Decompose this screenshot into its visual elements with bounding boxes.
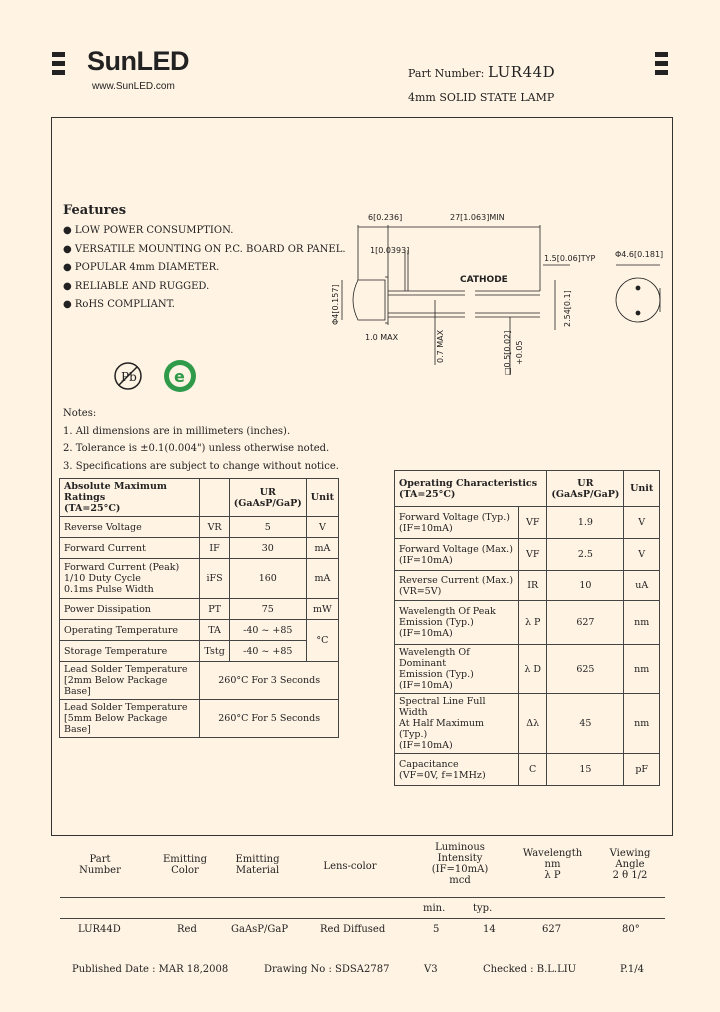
val: 45	[547, 694, 624, 754]
param: Wavelength Of Peak Emission (Typ.) (IF=10mA)	[395, 601, 519, 645]
col-material-header: Emitting Material	[235, 854, 280, 876]
published-date: Published Date : MAR 18,2008	[72, 964, 229, 975]
dim-0-7: 0.7 MAX	[436, 329, 445, 363]
col-part-header: Part Number	[79, 854, 121, 876]
led-drawing	[330, 205, 670, 390]
dim-0-05: +0.05	[515, 340, 524, 365]
dim-0-5: □0.5[0.02]	[503, 330, 512, 375]
op-char-table	[394, 470, 660, 786]
dim-4: Φ4[0.157]	[331, 284, 340, 325]
dim-1-5: 1.5[0.06]TYP	[544, 254, 596, 263]
feature-item: ● RoHS COMPLIANT.	[63, 299, 175, 310]
val: 160	[229, 559, 306, 599]
param: Lead Solder Temperature [2mm Below Package Base]	[60, 662, 200, 700]
pb-text: Pb	[121, 370, 137, 384]
param: Spectral Line Full Width At Half Maximum (Typ.) (IF=10mA)	[395, 694, 519, 754]
header-bar	[655, 70, 668, 75]
unit: mA	[306, 538, 338, 559]
unit: V	[624, 507, 660, 539]
ur-header	[547, 471, 624, 507]
row-lens: Red Diffused	[320, 924, 386, 935]
val: 1.9	[547, 507, 624, 539]
logo-bar	[52, 52, 65, 57]
op-char-title-1: Operating Characteristics	[399, 477, 538, 489]
val: 15	[547, 754, 624, 786]
val: 625	[547, 645, 624, 694]
dim-4-6: Φ4.6[0.181]	[615, 250, 664, 259]
val: 260°C For 5 Seconds	[200, 700, 339, 738]
abs-max-table	[59, 478, 339, 738]
unit: °C	[306, 620, 338, 662]
row-part: LUR44D	[78, 924, 121, 935]
checked-by: Checked : B.L.LIU	[483, 964, 577, 975]
dim-2-54: 2.54[0.1]	[563, 290, 572, 327]
param: Forward Current (Peak) 1/10 Duty Cycle 0.1ms Pulse Width	[60, 559, 200, 599]
features-list	[63, 225, 346, 318]
row-angle: 80°	[622, 924, 640, 935]
feature-item: ● POPULAR 4mm DIAMETER.	[63, 262, 220, 273]
val: -40 ~ +85	[229, 641, 306, 662]
sym: IF	[200, 538, 229, 559]
unit: pF	[624, 754, 660, 786]
val: -40 ~ +85	[229, 620, 306, 641]
sym: VF	[519, 507, 547, 539]
drawing-number: Drawing No : SDSA2787	[264, 964, 390, 975]
rule	[60, 897, 665, 898]
val: 10	[547, 571, 624, 601]
col-angle-header: Viewing Angle 2 θ 1/2	[609, 848, 651, 881]
col-typ-header: typ.	[473, 903, 493, 914]
cathode-label: CATHODE	[460, 275, 508, 285]
dim-27: 27[1.063]MIN	[450, 213, 505, 222]
abs-max-title-2: (TA=25°C)	[64, 503, 121, 514]
param: Storage Temperature	[60, 641, 200, 662]
feature-item: ● RELIABLE AND RUGGED.	[63, 280, 210, 292]
feature-item: ● LOW POWER CONSUMPTION.	[63, 225, 234, 236]
param: Forward Current	[60, 538, 200, 559]
row-wave: 627	[542, 924, 562, 935]
logo: SunLED	[87, 46, 189, 76]
unit: nm	[624, 601, 660, 645]
logo-bar	[52, 70, 65, 75]
row-min: 5	[433, 924, 440, 935]
sym: C	[519, 754, 547, 786]
col-lens-header: Lens-color	[323, 861, 377, 872]
sym: PT	[200, 599, 229, 620]
unit: V	[306, 517, 338, 538]
part-number-label: Part Number:	[408, 67, 485, 80]
param: Lead Solder Temperature [5mm Below Package Base]	[60, 700, 200, 738]
header-bar	[655, 52, 668, 57]
row-material: GaAsP/GaP	[231, 924, 289, 935]
dim-1: 1[0.0393]	[370, 246, 410, 255]
sym: VF	[519, 539, 547, 571]
sym: TA	[200, 620, 229, 641]
col-color-header: Emitting Color	[162, 854, 208, 876]
note-item: 1. All dimensions are in millimeters (inches).	[63, 425, 291, 437]
col-wave-header: Wavelength nm λ P	[522, 848, 583, 881]
unit-header: Unit	[624, 471, 660, 507]
dim-6: 6[0.236]	[368, 213, 403, 222]
val: 75	[229, 599, 306, 620]
sym: λ D	[519, 645, 547, 694]
version: V3	[424, 964, 438, 975]
col-lum-header: Luminous Intensity (IF=10mA) mcd	[431, 842, 489, 886]
notes-title: Notes:	[63, 408, 97, 419]
abs-max-title	[60, 479, 200, 517]
rule	[60, 918, 665, 919]
param: Operating Temperature	[60, 620, 200, 641]
row-typ: 14	[483, 924, 496, 935]
dim-1-0: 1.0 MAX	[365, 333, 399, 342]
note-item: 3. Specifications are subject to change without notice.	[63, 460, 339, 472]
header-bar	[655, 61, 668, 66]
unit: nm	[624, 694, 660, 754]
e-text: e	[174, 367, 185, 386]
param: Wavelength Of Dominant Emission (Typ.) (IF=10mA)	[395, 645, 519, 694]
sym: IR	[519, 571, 547, 601]
unit: V	[624, 539, 660, 571]
op-char-title-2: (TA=25°C)	[399, 488, 456, 500]
row-color: Red	[177, 924, 197, 935]
subtitle: 4mm SOLID STATE LAMP	[408, 91, 555, 104]
param: Forward Voltage (Typ.) (IF=10mA)	[395, 507, 519, 539]
product-table	[60, 842, 670, 942]
op-char-title	[395, 471, 547, 507]
part-number: LUR44D	[488, 63, 556, 81]
ur-header-2: (GaAsP/GaP)	[551, 488, 620, 500]
sym: iFS	[200, 559, 229, 599]
unit: mA	[306, 559, 338, 599]
param: Reverse Voltage	[60, 517, 200, 538]
ur-header-1: UR	[577, 477, 594, 489]
col-min-header: min.	[423, 903, 446, 914]
unit: mW	[306, 599, 338, 620]
notes	[63, 408, 339, 478]
abs-max-title-1: Absolute Maximum Ratings	[64, 481, 167, 503]
val: 627	[547, 601, 624, 645]
sym: Tstg	[200, 641, 229, 662]
logo-bar	[52, 61, 65, 66]
param: Power Dissipation	[60, 599, 200, 620]
param: Capacitance (VF=0V, f=1MHz)	[395, 754, 519, 786]
val: 260°C For 3 Seconds	[200, 662, 339, 700]
note-item: 2. Tolerance is ±0.1(0.004") unless otherwise noted.	[63, 443, 330, 454]
val: 5	[229, 517, 306, 538]
feature-item: ● VERSATILE MOUNTING ON P.C. BOARD OR PANEL.	[63, 243, 346, 255]
sym: λ P	[519, 601, 547, 645]
rohs-e-icon	[162, 358, 198, 394]
sym: VR	[200, 517, 229, 538]
page-number: P.1/4	[620, 964, 644, 975]
sym-header	[200, 479, 229, 517]
ur-header-1: UR	[259, 486, 276, 498]
ur-header	[229, 479, 306, 517]
param: Forward Voltage (Max.) (IF=10mA)	[395, 539, 519, 571]
unit-header: Unit	[306, 479, 338, 517]
unit: uA	[624, 571, 660, 601]
unit: nm	[624, 645, 660, 694]
val: 30	[229, 538, 306, 559]
val: 2.5	[547, 539, 624, 571]
features-title: Features	[63, 203, 127, 218]
ur-header-2: (GaAsP/GaP)	[233, 497, 302, 509]
param: Reverse Current (Max.) (VR=5V)	[395, 571, 519, 601]
pb-free-icon	[112, 360, 144, 392]
sym: Δλ	[519, 694, 547, 754]
website: www.SunLED.com	[92, 81, 175, 92]
